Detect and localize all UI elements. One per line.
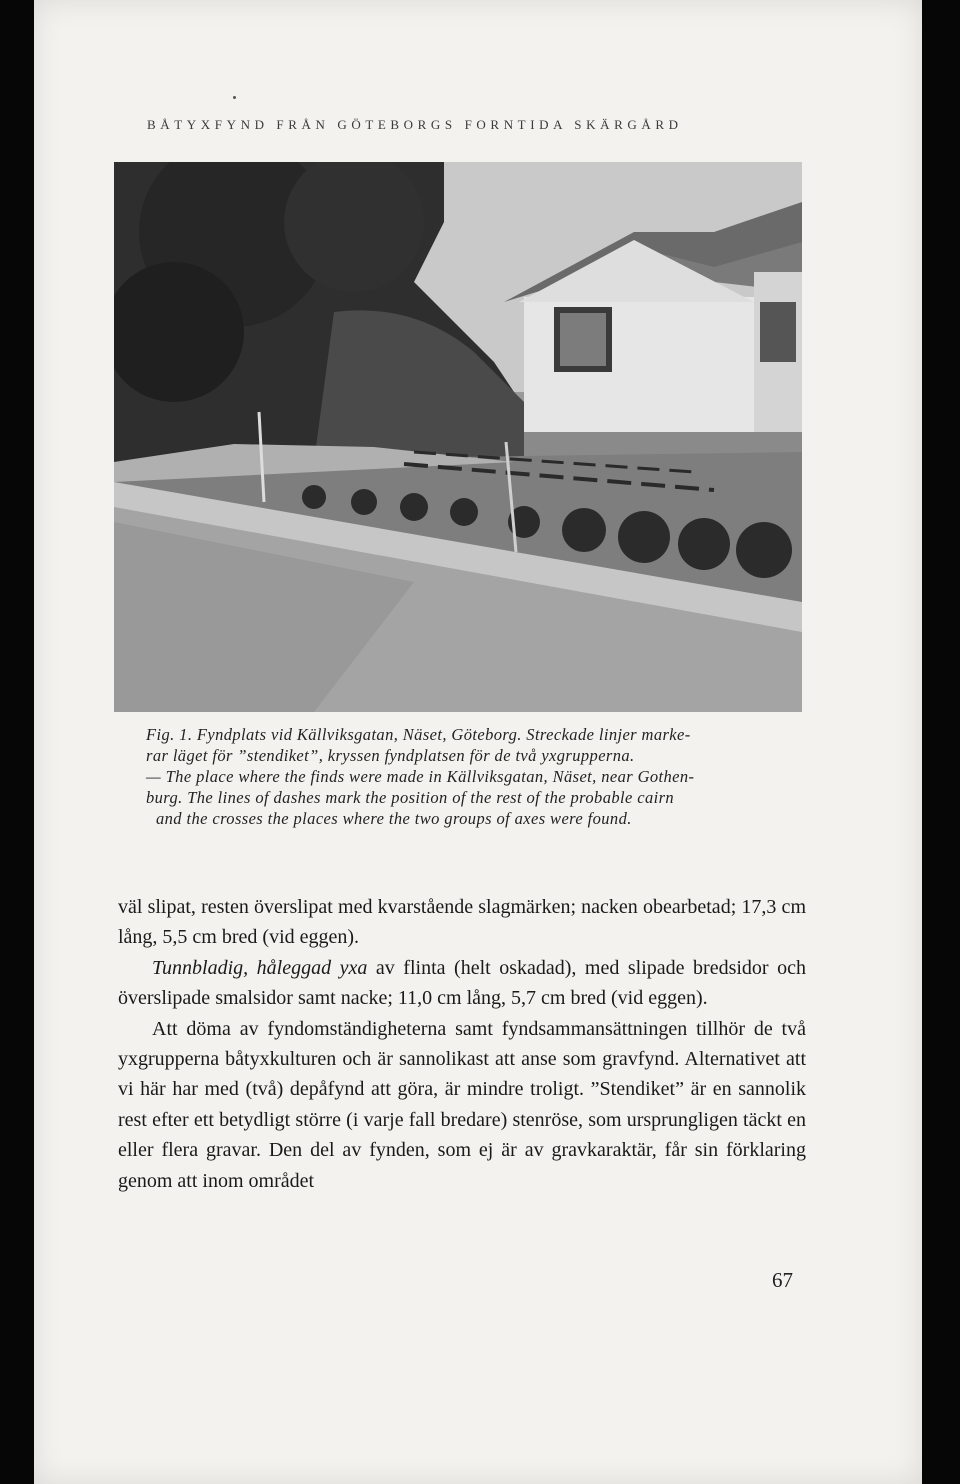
caption-line-2: rar läget för ”stendiket”, kryssen fyndplatsen för de två yxgrupperna. bbox=[146, 746, 635, 765]
paragraph-1: väl slipat, resten överslipat med kvarstående slagmärken; nacken obearbetad; 17,3 cm lång, 5,5 cm bred (vid eggen). bbox=[118, 896, 806, 949]
body-text bbox=[118, 892, 806, 1196]
caption-line-1: Fig. 1. Fyndplats vid Källviksgatan, Näset, Göteborg. Streckade linjer marke- bbox=[146, 725, 691, 744]
figure-photo bbox=[114, 162, 802, 712]
book-page bbox=[34, 0, 922, 1484]
paragraph-2 bbox=[118, 953, 806, 1014]
caption-line-5: and the crosses the places where the two groups of axes were found. bbox=[156, 809, 632, 828]
figure-caption bbox=[146, 724, 806, 829]
page-number: 67 bbox=[772, 1268, 793, 1292]
caption-line-3: — The place where the finds were made in Källviksgatan, Näset, near Gothen- bbox=[146, 767, 695, 786]
running-head: BÅTYXFYND FRÅN GÖTEBORGS FORNTIDA SKÄRGÅRD bbox=[147, 117, 683, 132]
print-speck bbox=[233, 96, 236, 99]
caption-line-4: burg. The lines of dashes mark the position of the rest of the probable cairn bbox=[146, 788, 675, 807]
paragraph-2-italic: Tunnbladig, håleggad yxa bbox=[152, 956, 368, 979]
paragraph-3: Att döma av fyndomständigheterna samt fyndsammansättningen tillhör de två yxgrupperna båtyxkulturen och är sannolikast att anse som gravfynd. Alternativet att vi här har med (två) depåfynd att göra, är mindre troligt. ”Stendiket” är en sannolik rest efter ett betydligt större (i varje fall bredare) stenröse, som ursprungligen täckt en eller flera gravar. Den del av fynden, som ej är av gravkaraktär, får sin förklaring genom att inom området bbox=[118, 1017, 806, 1192]
paragraph-2-text: av flinta (helt oskadad), med slipade bredsidor och överslipade smalsidor samt nacke; 11,0 cm lång, 5,7 cm bred (vid eggen). bbox=[118, 956, 806, 1010]
